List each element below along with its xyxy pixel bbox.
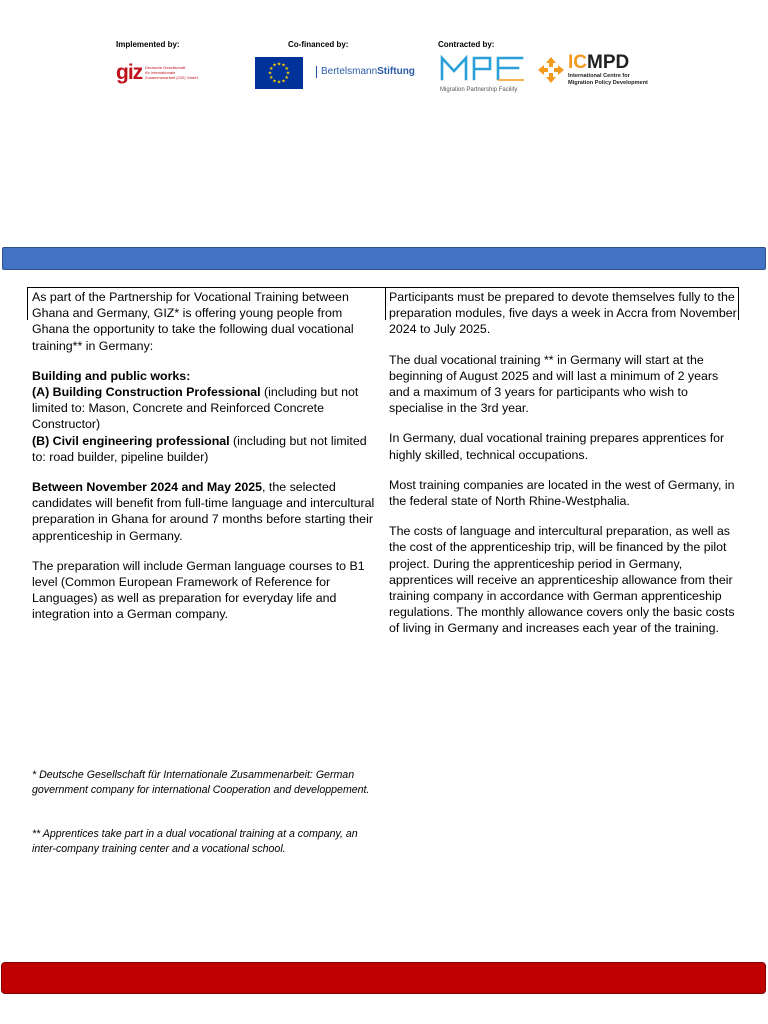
svg-text:★: ★ [285,70,291,77]
giz-logo-mark: giz [116,61,143,84]
participants-paragraph: Participants must be prepared to devote themselves fully to the preparation modules, five days a week in Accra from November 2024 to July 2025. [389,290,737,337]
giz-line-3: Zusammenarbeit (GIZ) GmbH [145,75,199,80]
icmpd-name [568,53,648,73]
bertelsmann-part1: Bertelsmann [321,66,378,77]
option-a-detail: (including but not limited to: Mason, Concrete and Reinforced Concrete Constructor) [32,385,359,432]
icmpd-mark-b: MPD [587,52,630,73]
giz-logo-text [145,65,205,80]
icmpd-arrows-icon [538,57,564,83]
icmpd-line-1: International Centre for [568,73,630,79]
occupations-paragraph: In Germany, dual vocational training prepares apprentices for highly skilled, technical occupations. [389,431,725,462]
intro-paragraph: As part of the Partnership for Vocational Training between Ghana and Germany, GIZ* is offering young people from Ghana the opportunity to take the following dual vocational training** in Germany: [32,290,354,353]
svg-text:★: ★ [284,75,290,81]
giz-line-2: für Internationale [145,70,176,75]
icmpd-line-2: Migration Policy Development [568,80,648,86]
footnote-apprentices: ** Apprentices take part in a dual vocational training at a company, an inter-company training center and a vocational school. [32,828,358,855]
schedule-detail: , the selected candidates will benefit from full-time language and intercultural preparation in Ghana for around 7 months before starting their apprenticeship in Germany. [32,480,375,543]
top-frame-line [27,287,739,288]
icmpd-logo [538,53,648,87]
option-a-title: (A) Building Construction Professional [32,385,261,400]
eu-flag-icon [255,57,303,89]
mpf-mark-icon [440,55,526,81]
svg-text:★: ★ [267,70,273,77]
eu-stars-icon [255,57,303,89]
svg-text:★: ★ [268,66,274,72]
bertelsmann-part2: Stiftung [377,66,415,77]
schedule-paragraph [32,479,382,544]
blue-banner [2,247,766,270]
left-column [32,289,382,637]
icmpd-mark-a: IC [568,52,587,73]
option-b-title: (B) Civil engineering professional [32,433,230,448]
preparation-paragraph: The preparation will include German language courses to B1 level (Common European Framework of Reference for Languages) as well as preparation for everyday life and integration into a German company. [32,558,365,622]
svg-text:★: ★ [272,62,277,69]
svg-text:★: ★ [276,79,282,86]
costs-paragraph: The costs of language and intercultural preparation, as well as the cost of the apprenticeship trip, will be financed by the pilot project. During the apprenticeship period in Germany, apprentices will receive an apprenticeship allowance from their training company in accordance with German apprenticeship regulations. The monthly allowance covers only the basic costs of living in Germany and increases each year of the training. [389,524,735,636]
svg-text:★: ★ [276,61,282,68]
cofinanced-by-label: Co-financed by: [288,40,349,49]
mpf-subtitle: Migration Partnership Facility [440,87,518,93]
duration-paragraph: The dual vocational training ** in Germany will start at the beginning of August 2025 and will last a minimum of 2 years and a maximum of 3 years for participants who wish to specialise in the 3rd year. [389,352,719,416]
right-column [389,289,739,651]
option-b-detail: (including but not limited to: road builder, pipeline builder) [32,433,367,464]
giz-line-1: Deutsche Gesellschaft [145,65,186,70]
footnote-giz: * Deutsche Gesellschaft für Internationale Zusammenarbeit: German government company for international Cooperation and developpement. [32,769,370,796]
bertelsmann-stiftung-logo [316,66,415,78]
implemented-by-label: Implemented by: [116,40,180,49]
left-frame-line [27,287,28,320]
svg-text:★: ★ [268,75,274,81]
red-footer-bar [1,962,766,994]
svg-text:★: ★ [281,62,286,69]
location-paragraph: Most training companies are located in the west of Germany, in the federal state of North Rhine-Westphalia. [389,477,735,509]
svg-text:★: ★ [272,78,277,85]
mpf-logo [440,55,526,93]
works-paragraph [32,368,382,465]
works-heading: Building and public works: [32,368,191,383]
middle-frame-line [385,287,386,320]
schedule-dates: Between November 2024 and May 2025 [32,480,263,495]
contracted-by-label: Contracted by: [438,40,495,49]
svg-text:★: ★ [284,66,290,72]
giz-logo [116,62,205,83]
svg-text:★: ★ [281,78,286,85]
